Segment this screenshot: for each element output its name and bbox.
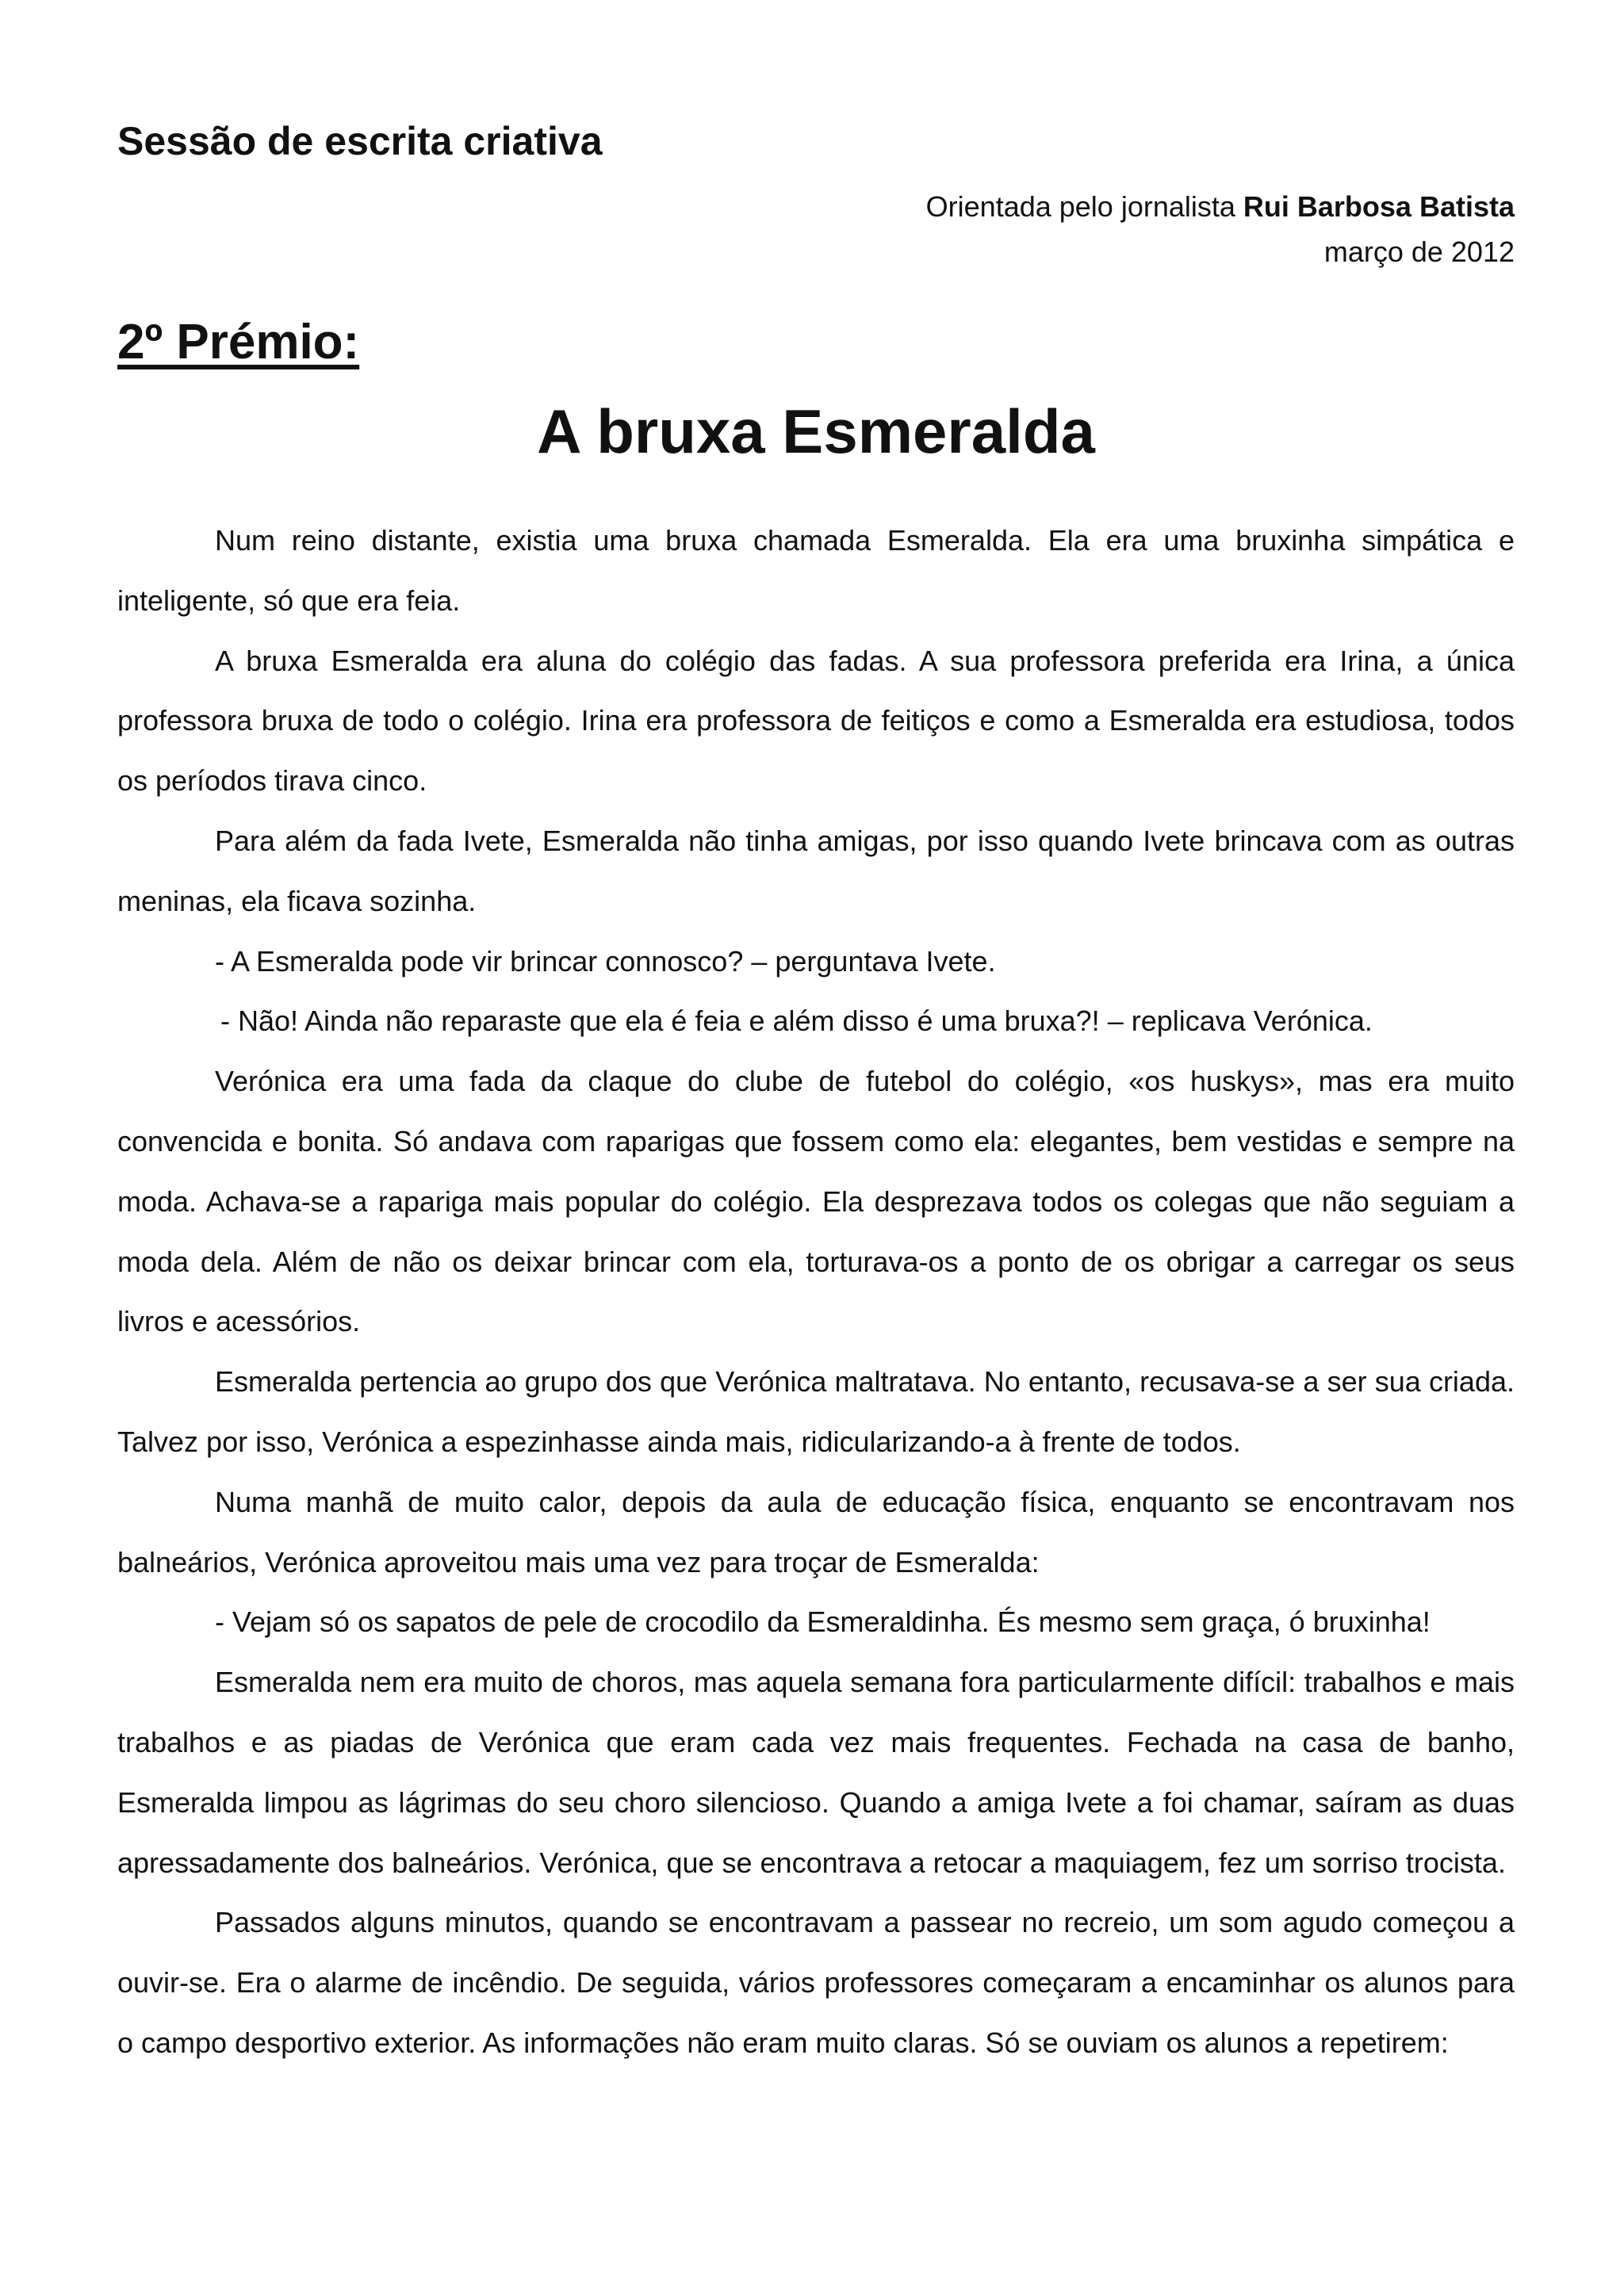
paragraph: Numa manhã de muito calor, depois da aula de educação física, enquanto se encontravam nos balneários, Verónica aproveitou mais uma vez para troçar de Esmeralda: bbox=[117, 1485, 1515, 1578]
document-date: março de 2012 bbox=[1323, 235, 1515, 268]
paragraph: Esmeralda nem era muito de choros, mas aquela semana fora particularmente difícil: trabalhos e mais trabalhos e as piadas de Verónica que eram cada vez mais frequentes. Fechada na casa de banho, Esmeralda limpou as lágrimas do seu choro silencioso. Quando a amiga Ivete a foi chamar, saíram as duas apressadamente dos balneários. Verónica, que se encontrava a retocar a maquiagem, fez um sorriso trocista. bbox=[117, 1666, 1515, 1879]
paragraph: Passados alguns minutos, quando se encontravam a passear no recreio, um som agudo começou a ouvir-se. Era o alarme de incêndio. De seguida, vários professores começaram a encaminhar os alunos para o campo desportivo exterior. As informações não eram muito claras. Só se ouviam os alunos a repetirem: bbox=[117, 1906, 1515, 2059]
story-title: A bruxa Esmeralda bbox=[537, 396, 1095, 466]
document-meta bbox=[926, 184, 1515, 274]
dialogue-line: - A Esmeralda pode vir brincar connosco? – perguntava Ivete. bbox=[215, 944, 996, 978]
prize-heading: 2º Prémio: bbox=[117, 315, 360, 369]
orientation-line bbox=[926, 184, 1515, 229]
paragraph: Esmeralda pertencia ao grupo dos que Verónica maltratava. No entanto, recusava-se a ser sua criada. Talvez por isso, Verónica a espezinhasse ainda mais, ridicularizando-a à frente de todos. bbox=[117, 1365, 1515, 1458]
paragraph: A bruxa Esmeralda era aluna do colégio das fadas. A sua professora preferida era Irina, a única professora bruxa de todo o colégio. Irina era professora de feitiços e como a Esmeralda era estudiosa, todos os períodos tirava cinco. bbox=[117, 644, 1515, 798]
dialogue-line: - Não! Ainda não reparaste que ela é feia e além disso é uma bruxa?! – replicava Verónica. bbox=[220, 1004, 1373, 1038]
paragraph: Verónica era uma fada da claque do clube de futebol do colégio, «os huskys», mas era muito convencida e bonita. Só andava com raparigas que fossem como ela: elegantes, bem vestidas e sempre na moda. Achava-se a rapariga mais popular do colégio. Ela desprezava todos os colegas que não seguiam a moda dela. Além de não os deixar brincar com ela, torturava-os a ponto de os obrigar a carregar os seus livros e acessórios. bbox=[117, 1065, 1515, 1338]
session-title: Sessão de escrita criativa bbox=[117, 119, 603, 163]
journalist-name: Rui Barbosa Batista bbox=[1243, 190, 1515, 223]
orientation-prefix: Orientada pelo jornalista bbox=[925, 190, 1243, 223]
dialogue-line: - Vejam só os sapatos de pele de crocodilo da Esmeraldinha. És mesmo sem graça, ó bruxinha! bbox=[215, 1605, 1431, 1639]
document-page bbox=[117, 0, 1515, 2296]
story-body bbox=[117, 511, 1515, 2073]
paragraph: Num reino distante, existia uma bruxa chamada Esmeralda. Ela era uma bruxinha simpática e inteligente, só que era feia. bbox=[117, 524, 1515, 617]
paragraph: Para além da fada Ivete, Esmeralda não tinha amigas, por isso quando Ivete brincava com as outras meninas, ela ficava sozinha. bbox=[117, 824, 1515, 917]
